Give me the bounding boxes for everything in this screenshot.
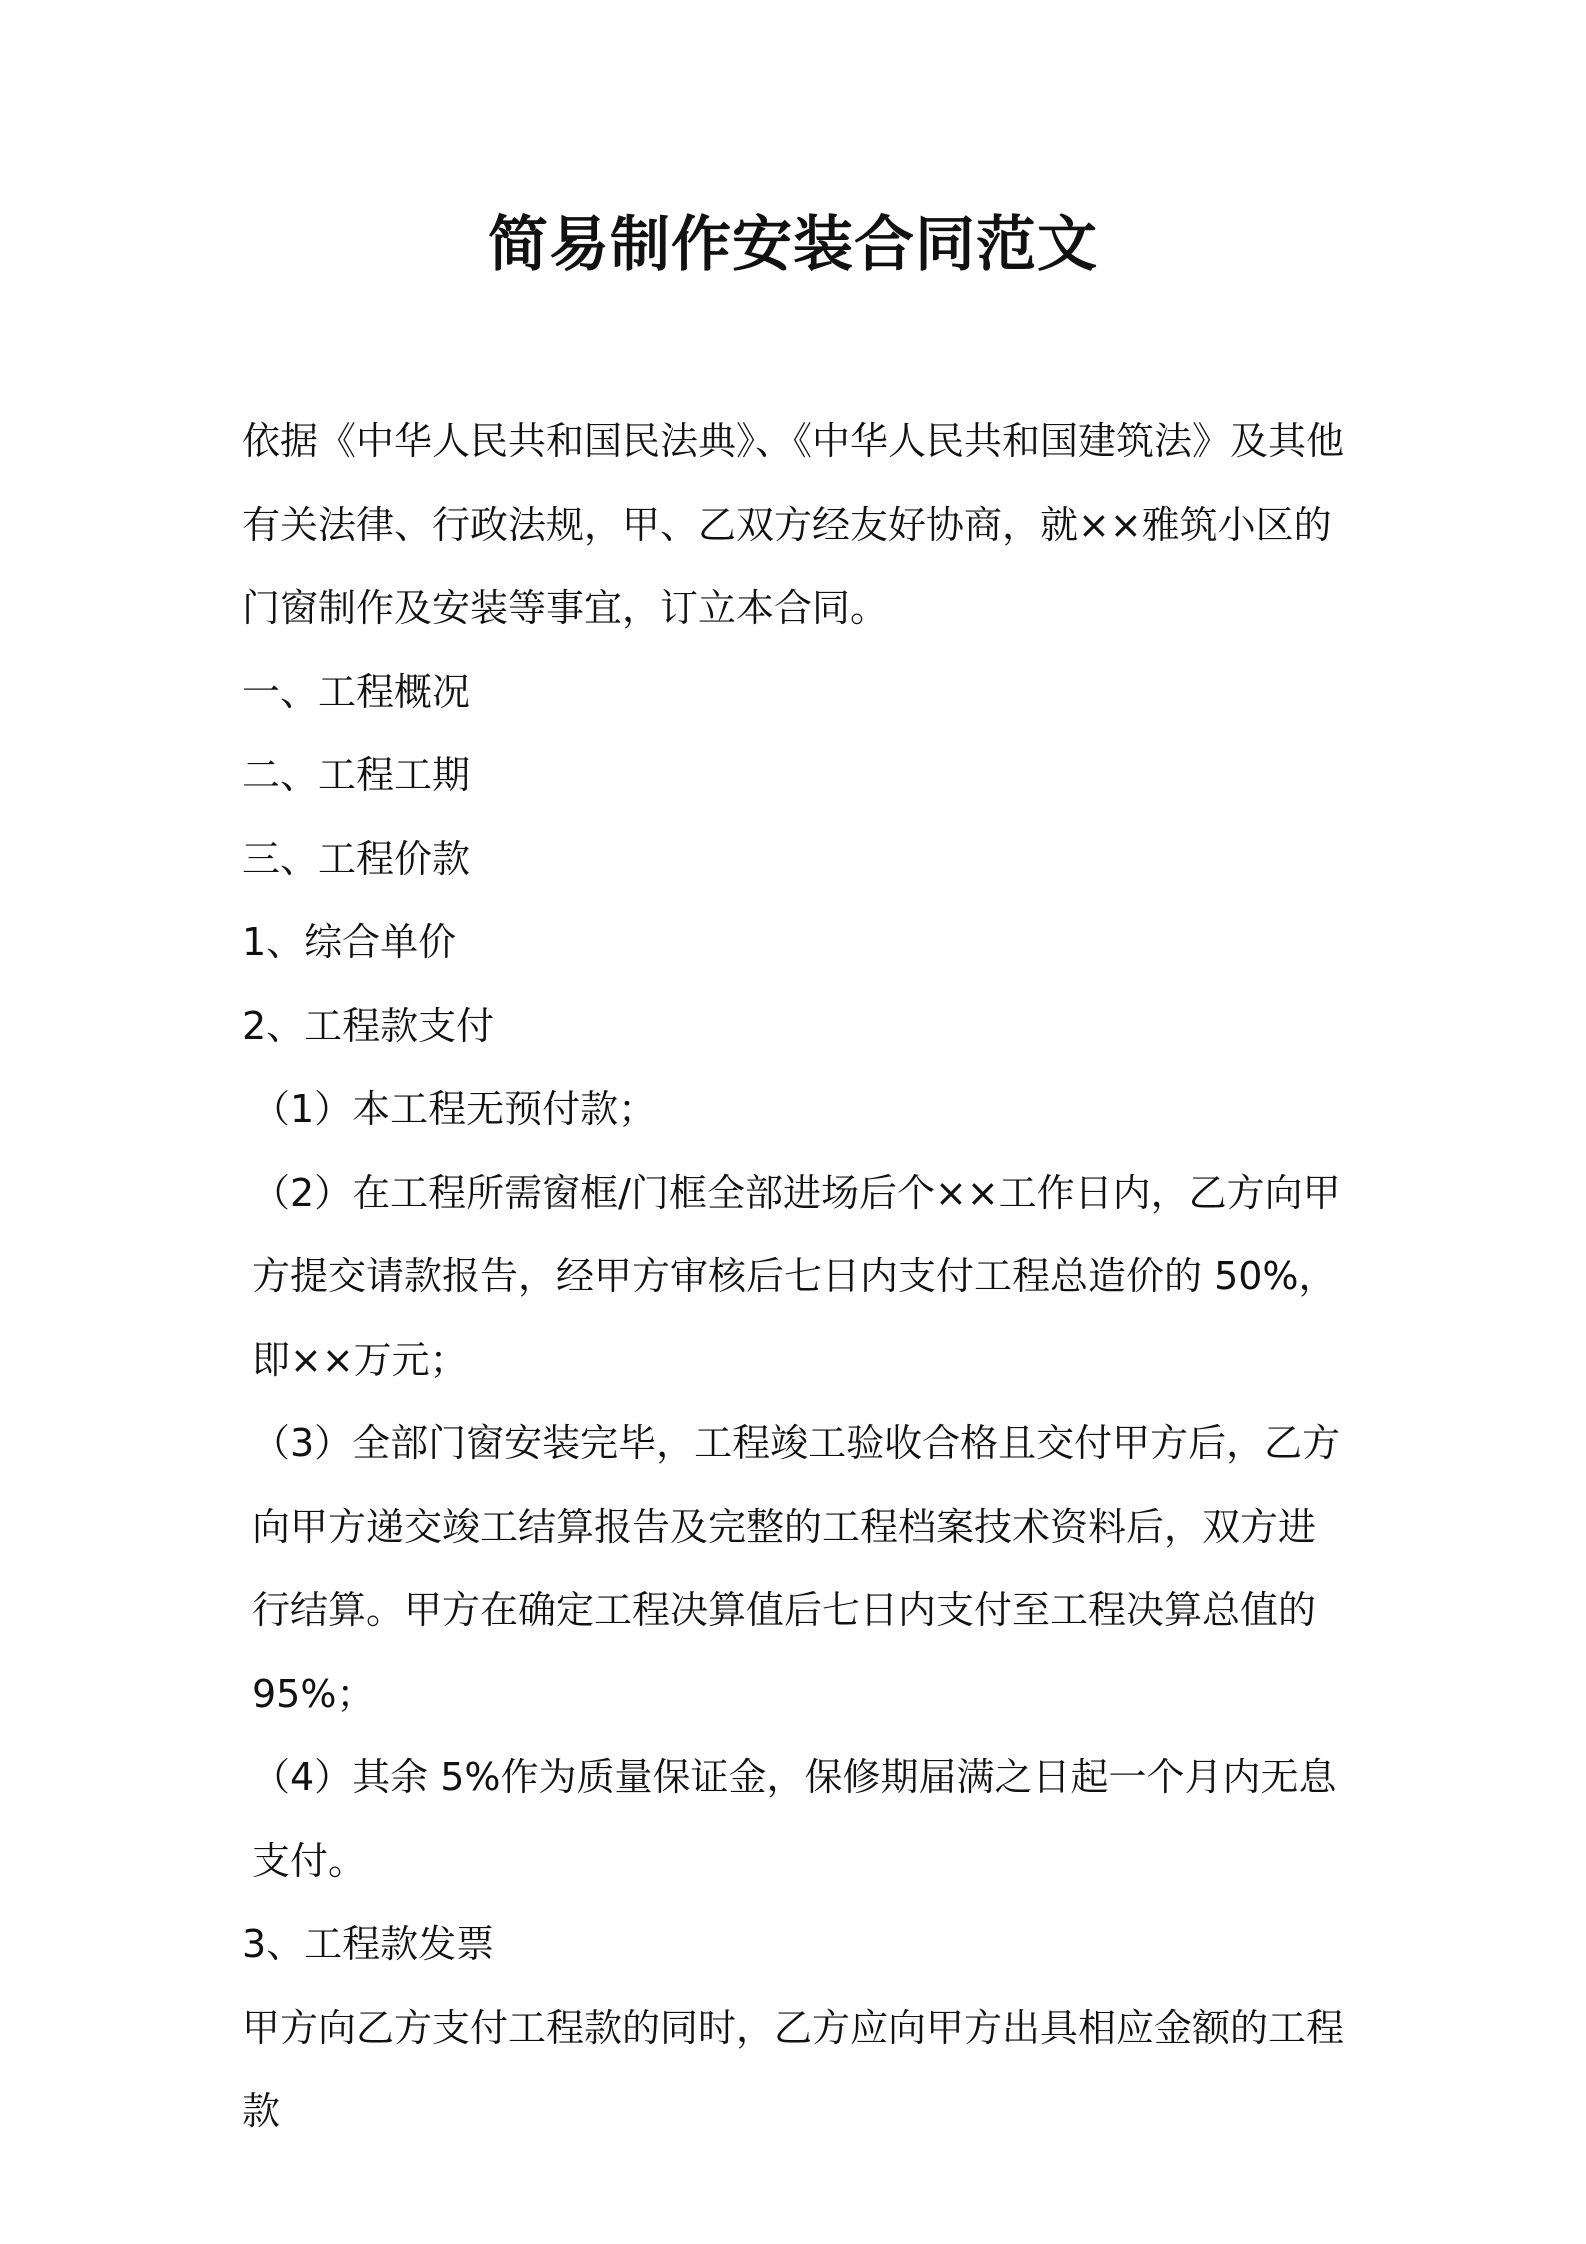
subheading-payment: 2、工程款支付 — [242, 1003, 495, 1048]
subheading-unit-price: 1、综合单价 — [242, 920, 457, 964]
payment-item-4: （4）其余 5%作为质量保证金，保修期届满之日起一个月内无息支付。 — [252, 1755, 1337, 1883]
heading-project-price: 三、工程价款 — [242, 836, 471, 881]
subheading-invoice: 3、工程款发票 — [242, 1922, 495, 1966]
payment-item-2: （2）在工程所需窗框/门框全部进场后个××工作日内，乙方向甲方提交请款报告，经甲方审核后七日内支付工程总造价的 50%，即××万元； — [252, 1170, 1341, 1382]
payment-item-3: （3）全部门窗安装完毕，工程竣工验收合格且交付甲方后，乙方向甲方递交竣工结算报告及完整的工程档案技术资料后，双方进行结算。甲方在确定工程决算值后七日内支付至工程决算总值的 95%； — [252, 1421, 1341, 1716]
payment-item-1: （1）本工程无预付款； — [252, 1087, 657, 1131]
heading-project-schedule: 二、工程工期 — [242, 753, 471, 797]
paragraph-invoice: 甲方向乙方支付工程款的同时，乙方应向甲方出具相应金额的工程款 — [242, 2005, 1345, 2133]
document-body — [242, 400, 1352, 2154]
heading-project-overview: 一、工程概况 — [242, 669, 471, 714]
paragraph-preamble: 依据《中华人民共和国民法典》、《中华人民共和国建筑法》及其他有关法律、行政法规，甲、乙双方经友好协商，就××雅筑小区的门窗制作及安装等事宜，订立本合同。 — [242, 419, 1345, 630]
document-title: 简易制作安装合同范文 — [488, 210, 1098, 280]
